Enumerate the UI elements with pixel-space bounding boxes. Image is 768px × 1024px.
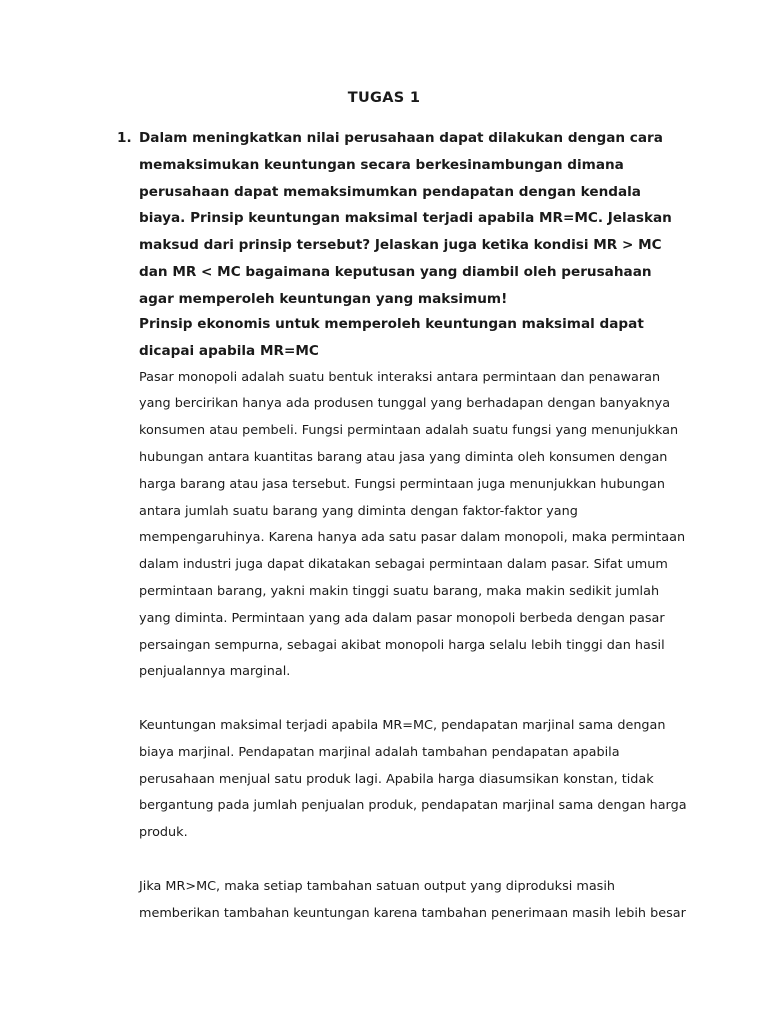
question-number: 1.	[117, 130, 132, 146]
paragraph-spacer	[139, 686, 687, 713]
answer-paragraph: Pasar monopoli adalah suatu bentuk interaksi antara permintaan dan penawaran yang bercirikan hanya ada produsen tunggal yang berhadapan dengan banyaknya konsumen atau pembeli. Fungsi permintaan adalah suatu fungsi yang menunjukkan hubungan antara kuantitas barang atau jasa yang diminta oleh konsumen dengan harga barang atau jasa tersebut. Fungsi permintaan juga menunjukkan hubungan antara jumlah suatu barang yang diminta dengan faktor-faktor yang mempengaruhinya. Karena hanya ada satu pasar dalam monopoli, maka permintaan dalam industri juga dapat dikatakan sebagai permintaan dalam pasar. Sifat umum permintaan barang, yakni makin tinggi suatu barang, maka makin sedikit jumlah yang diminta. Permintaan yang ada dalam pasar monopoli berbeda dengan pasar persaingan sempurna, sebagai akibat monopoli harga selalu lebih tinggi dan hasil penjualannya marginal.	[139, 369, 686, 680]
paragraph-spacer	[139, 847, 687, 874]
question-item	[117, 125, 687, 313]
answer-paragraph: Keuntungan maksimal terjadi apabila MR=MC, pendapatan marjinal sama dengan biaya marjinal. Pendapatan marjinal adalah tambahan pendapatan apabila perusahaan menjual satu produk lagi. Apabila harga diasumsikan konstan, tidak bergantung pada jumlah penjualan produk, pendapatan marjinal sama dengan harga produk.	[139, 717, 687, 841]
document-title: TUGAS 1	[347, 90, 421, 106]
question-text: Dalam meningkatkan nilai perusahaan dapat dilakukan dengan cara memaksimukan keuntungan secara berkesinambungan dimana perusahaan dapat memaksimumkan pendapatan dengan kendala biaya. Prinsip keuntungan maksimal terjadi apabila MR=MC. Jelaskan maksud dari prinsip tersebut? Jelaskan juga ketika kondisi MR > MC dan MR < MC bagaimana keputusan yang diambil oleh perusahaan agar memperoleh keuntungan yang maksimum!	[139, 130, 672, 307]
answer-body	[139, 311, 687, 927]
answer-subheading: Prinsip ekonomis untuk memperoleh keuntungan maksimal dapat dicapai apabila MR=MC	[139, 316, 644, 359]
answer-paragraph: Jika MR>MC, maka setiap tambahan satuan output yang diproduksi masih memberikan tambahan keuntungan karena tambahan penerimaan masih lebih besar	[139, 878, 686, 921]
